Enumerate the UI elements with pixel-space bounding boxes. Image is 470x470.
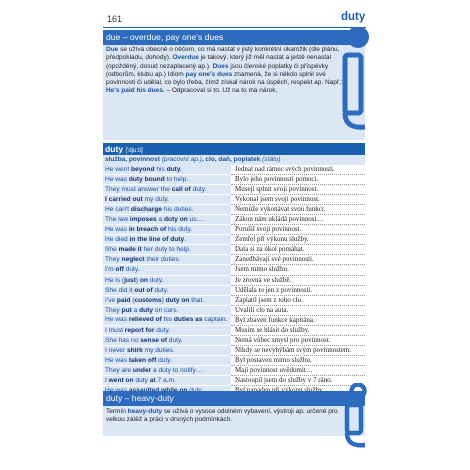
duty-pronunciation: ['dju:ti] xyxy=(125,148,143,154)
row-czech: Vykonal jsem svoji povinnost. xyxy=(231,195,365,205)
row-english: He can't discharge his duties. xyxy=(103,205,231,215)
row-czech: Nemůže vykonávat svou funkci. xyxy=(231,205,365,215)
row-english: They neglect their duties. xyxy=(103,255,231,265)
info-box-due xyxy=(103,30,365,140)
table-row xyxy=(103,175,365,185)
table-row xyxy=(103,326,365,336)
row-english: He died in the line of duty. xyxy=(103,235,231,245)
row-english: They put a duty on cars. xyxy=(103,306,231,316)
row-english: I carried out my duty. xyxy=(103,195,231,205)
page-number: 161 xyxy=(107,14,123,24)
row-english: I went on duty at 7 a.m. xyxy=(103,376,231,386)
table-row xyxy=(103,296,365,306)
row-czech: Je zrovna ve službě. xyxy=(231,276,365,286)
table-row xyxy=(103,316,365,326)
row-czech: Dala si za úkol pomáhat. xyxy=(231,245,365,255)
info-box-heavy-duty xyxy=(103,391,365,436)
row-english: She has no sense of duty. xyxy=(103,336,231,346)
table-row xyxy=(103,366,365,376)
row-czech: Musím se hlásit do služby. xyxy=(231,326,365,336)
row-czech: Zanedbávají své povinnosti. xyxy=(231,255,365,265)
row-czech: Nikdy se nevyhýbám svým povinnostem. xyxy=(231,346,365,356)
row-czech: Byl postaven mimo službu. xyxy=(231,356,365,366)
table-row xyxy=(103,336,365,346)
row-english: He was relieved of his duties as captain. xyxy=(103,316,231,326)
row-czech: Mají povinnost uvědomit… xyxy=(231,366,365,376)
row-czech: Nemá vůbec smysl pro povinnost. xyxy=(231,336,365,346)
table-row xyxy=(103,215,365,225)
table-row xyxy=(103,235,365,245)
row-english: He was duty bound to help. xyxy=(103,175,231,185)
row-english: I must report for duty. xyxy=(103,326,231,336)
row-english: She did it out of duty. xyxy=(103,286,231,296)
table-row xyxy=(103,245,365,255)
row-czech: Zemřel při výkonu služby. xyxy=(231,235,365,245)
row-english: He was taken off duty. xyxy=(103,356,231,366)
row-english: I'm off duty. xyxy=(103,265,231,275)
info-box-text: Due se užívá obecně o něčem, co má nastat v jistý konkrétní okamžik (dle plánu, předpokladu, dohody). Overdue je takový, který již měl nastat a ještě nenastal (opožděný, dosud nezaplacený ap.). Dues jsou členské poplatky či příspěvky (odborům, klubu ap.) Idiom pay one's dues znamená, že si někdo splnil své povinnosti či udělal, co bylo třeba, čímž získal nárok na úspěch, respekt ap. Např.: He's paid his dues. – Odpracoval si to. Už na to má nárok. xyxy=(106,46,343,95)
duty-word: duty xyxy=(105,144,124,154)
table-row xyxy=(103,265,365,275)
table-row xyxy=(103,165,365,175)
info-box-title: due – overdue, pay one's dues xyxy=(103,30,365,45)
row-english: He was in breach of his duty. xyxy=(103,225,231,235)
row-czech: Uvalili clo na auta. xyxy=(231,306,365,316)
duty-table xyxy=(103,143,365,396)
table-row xyxy=(103,376,365,386)
row-english: I've paid (customs) duty on that. xyxy=(103,296,231,306)
row-czech: Zaplatil jsem z toho clo. xyxy=(231,296,365,306)
table-row xyxy=(103,276,365,286)
row-english: They are under a duty to notify… xyxy=(103,366,231,376)
row-czech: Zákon nám ukládá povinnost… xyxy=(231,215,365,225)
table-row xyxy=(103,205,365,215)
row-english: I never shirk my duties. xyxy=(103,346,231,356)
row-english: He is (just) on duty. xyxy=(103,276,231,286)
table-row xyxy=(103,346,365,356)
table-row xyxy=(103,306,365,316)
row-czech: Bylo jeho povinností pomoci. xyxy=(231,175,365,185)
head-rule xyxy=(103,27,366,28)
row-czech: Jsem mimo službu. xyxy=(231,265,365,275)
table-row xyxy=(103,225,365,235)
row-czech: Udělala to jen z povinnosti. xyxy=(231,286,365,296)
info-box2-text: Termín heavy-duty se užívá o vysoce odolném vybavení, výstroji ap. určené pro velkou zátěž a práci v drsných podmínkách. xyxy=(106,408,338,424)
table-row xyxy=(103,286,365,296)
info-box2-title: duty – heavy-duty xyxy=(103,391,365,406)
row-english: They must answer the call of duty. xyxy=(103,185,231,195)
row-english: He went beyond his duty. xyxy=(103,165,231,175)
table-row xyxy=(103,195,365,205)
table-row xyxy=(103,255,365,265)
table-row xyxy=(103,356,365,366)
duty-table-header xyxy=(103,143,365,155)
row-czech: Byl zbaven funkce kapitána. xyxy=(231,316,365,326)
row-czech: Jednal nad rámec svých povinností. xyxy=(231,165,365,175)
row-czech: Porušil svoji povinnost. xyxy=(231,225,365,235)
row-czech: Nastoupil jsem do služby v 7 ráno. xyxy=(231,376,365,386)
info-i-icon xyxy=(337,27,371,135)
duty-rows xyxy=(103,165,365,397)
info-i-icon-2 xyxy=(338,383,372,451)
row-czech: Musejí splnit svoji povinnost. xyxy=(231,185,365,195)
row-english: The law imposes a duty on us… xyxy=(103,215,231,225)
row-english: She made it her duty to help. xyxy=(103,245,231,255)
duty-meanings: služba, povinnost (pracovní ap.), clo, daň, poplatek (státu) xyxy=(103,155,365,165)
table-row xyxy=(103,185,365,195)
head-word: duty xyxy=(341,11,366,23)
